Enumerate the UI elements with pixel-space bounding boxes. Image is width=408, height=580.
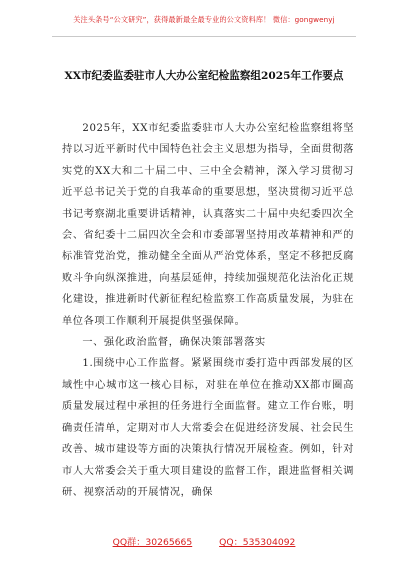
header-banner: 关注头条号“公文研究”，获得最新最全最专业的公文资料库！ 微信：gongwenyj (73, 15, 335, 24)
footer-qq-group: QQ群：30265665 (112, 537, 193, 548)
paragraph-subsection-1: 1.围绕中心工作监督。紧紧围绕市委打造中西部发展的区域性中心城市这一核心目标，对驻在单位在推动XX都市圈高质量发展过程中承担的任务进行全面监督。建立工作台账，明确责任清单，定期对市人大常委会在促进经济发展、社会民生改善、城市建设等方面的决策执行情况开展检查。例如，针对市人大常委会关于重大项目建设的监督工作，跟进监督相关调研、视察活动的开展情况，确保 (62, 358, 354, 498)
footer-qq: QQ：535304092 (219, 537, 296, 548)
section-heading: 一、强化政治监督，确保决策部署落实 (82, 337, 266, 349)
header-divider (52, 36, 356, 37)
footer (0, 534, 408, 548)
document-body (62, 118, 354, 503)
paragraph-intro: 2025年，XX市纪委监委驻市人大办公室纪检监察组将坚持以习近平新时代中国特色社会主义思想为指导，全面贯彻落实党的XX大和二十届二中、三中全会精神，深入学习贯彻习近平总书记关于党的自我革命的重要思想，坚决贯彻习近平总书记考察湖北重要讲话精神，认真落实二十届中央纪委四次全会、省纪委十二届四次全会和市委部署坚持用改革精神和严的标准管党治党，推动健全全面从严治党体系，坚定不移把反腐败斗争向纵深推进，向基层延伸，持续加强规范化法治化正规化建设，推进新时代新征程纪检监察工作高质量发展，为驻在单位各项工作顺利开展提供坚强保障。 (62, 123, 354, 327)
document-title: XX市纪委监委驻市人大办公室纪检监察组2025年工作要点 (64, 70, 344, 82)
